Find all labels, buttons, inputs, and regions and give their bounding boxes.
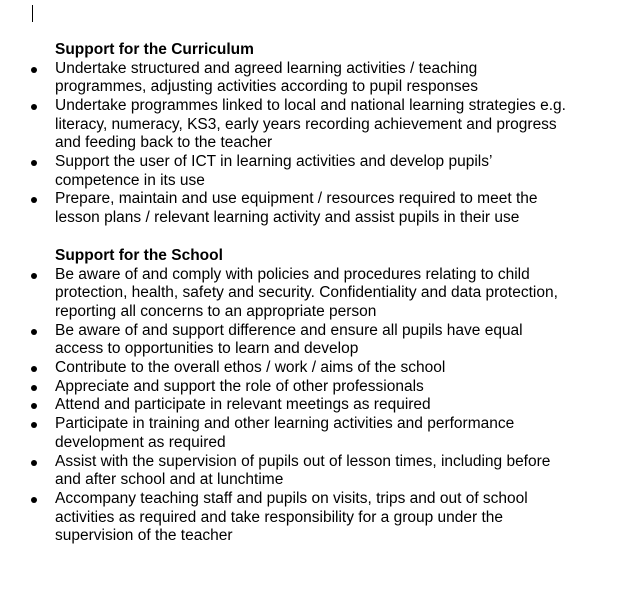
list-item-line: access to opportunities to learn and develop bbox=[55, 340, 359, 358]
bullet-icon bbox=[31, 460, 37, 466]
list-item-line: development as required bbox=[55, 433, 226, 451]
list-item-line: reporting all concerns to an appropriate person bbox=[55, 302, 377, 320]
bullet-icon bbox=[31, 104, 37, 110]
list-item-line: Support the user of ICT in learning activities and develop pupils’ bbox=[55, 153, 493, 171]
list-item-line: Be aware of and support difference and ensure all pupils have equal bbox=[55, 321, 523, 339]
list-item bbox=[0, 266, 595, 322]
list-item-line: supervision of the teacher bbox=[55, 527, 233, 545]
bullet-icon bbox=[31, 403, 37, 409]
bullet-icon bbox=[31, 422, 37, 428]
list-item bbox=[0, 60, 595, 97]
section-heading-school: Support for the School bbox=[55, 247, 223, 264]
list-item-line: Prepare, maintain and use equipment / resources required to meet the bbox=[55, 190, 538, 208]
list-item bbox=[0, 453, 595, 490]
list-item bbox=[0, 490, 595, 546]
bullet-icon bbox=[31, 385, 37, 391]
bullet-icon bbox=[31, 497, 37, 503]
list-item-line: and feeding back to the teacher bbox=[55, 134, 273, 152]
list-item bbox=[0, 190, 595, 227]
list-item-line: Appreciate and support the role of other professionals bbox=[55, 377, 424, 395]
list-item bbox=[0, 378, 595, 397]
bullet-icon bbox=[31, 366, 37, 372]
list-item bbox=[0, 153, 595, 190]
list-item bbox=[0, 415, 595, 452]
list-item bbox=[0, 359, 595, 378]
list-item-line: activities as required and take responsibility for a group under the bbox=[55, 508, 504, 526]
list-item-line: protection, health, safety and security. Confidentiality and data protection, bbox=[55, 284, 558, 302]
list-item-line: lesson plans / relevant learning activity and assist pupils in their use bbox=[55, 209, 520, 227]
bullet-icon bbox=[31, 160, 37, 166]
bullet-icon bbox=[31, 329, 37, 335]
section-curriculum bbox=[0, 41, 636, 228]
list-item bbox=[0, 97, 595, 153]
bullet-list-curriculum bbox=[0, 60, 636, 228]
list-item bbox=[0, 396, 595, 415]
list-item bbox=[0, 322, 595, 359]
list-item-line: Assist with the supervision of pupils out of lesson times, including before bbox=[55, 452, 551, 470]
section-heading-curriculum: Support for the Curriculum bbox=[55, 41, 254, 58]
list-item-line: Participate in training and other learning activities and performance bbox=[55, 415, 515, 433]
list-item-line: Undertake programmes linked to local and national learning strategies e.g. bbox=[55, 96, 566, 114]
list-item-line: Contribute to the overall ethos / work / aims of the school bbox=[55, 359, 446, 377]
bullet-icon bbox=[31, 273, 37, 279]
section-school bbox=[0, 247, 636, 546]
list-item-line: Be aware of and comply with policies and procedures relating to child bbox=[55, 265, 530, 283]
text-cursor bbox=[32, 5, 33, 22]
bullet-icon bbox=[31, 67, 37, 73]
bullet-list-school bbox=[0, 266, 636, 547]
list-item-line: literacy, numeracy, KS3, early years recording achievement and progress bbox=[55, 115, 557, 133]
list-item-line: and after school and at lunchtime bbox=[55, 471, 284, 489]
list-item-line: competence in its use bbox=[55, 171, 205, 189]
list-item-line: Attend and participate in relevant meetings as required bbox=[55, 396, 431, 414]
list-item-line: Undertake structured and agreed learning activities / teaching bbox=[55, 59, 478, 77]
bullet-icon bbox=[31, 197, 37, 203]
list-item-line: Accompany teaching staff and pupils on visits, trips and out of school bbox=[55, 489, 528, 507]
list-item-line: programmes, adjusting activities according to pupil responses bbox=[55, 78, 479, 96]
